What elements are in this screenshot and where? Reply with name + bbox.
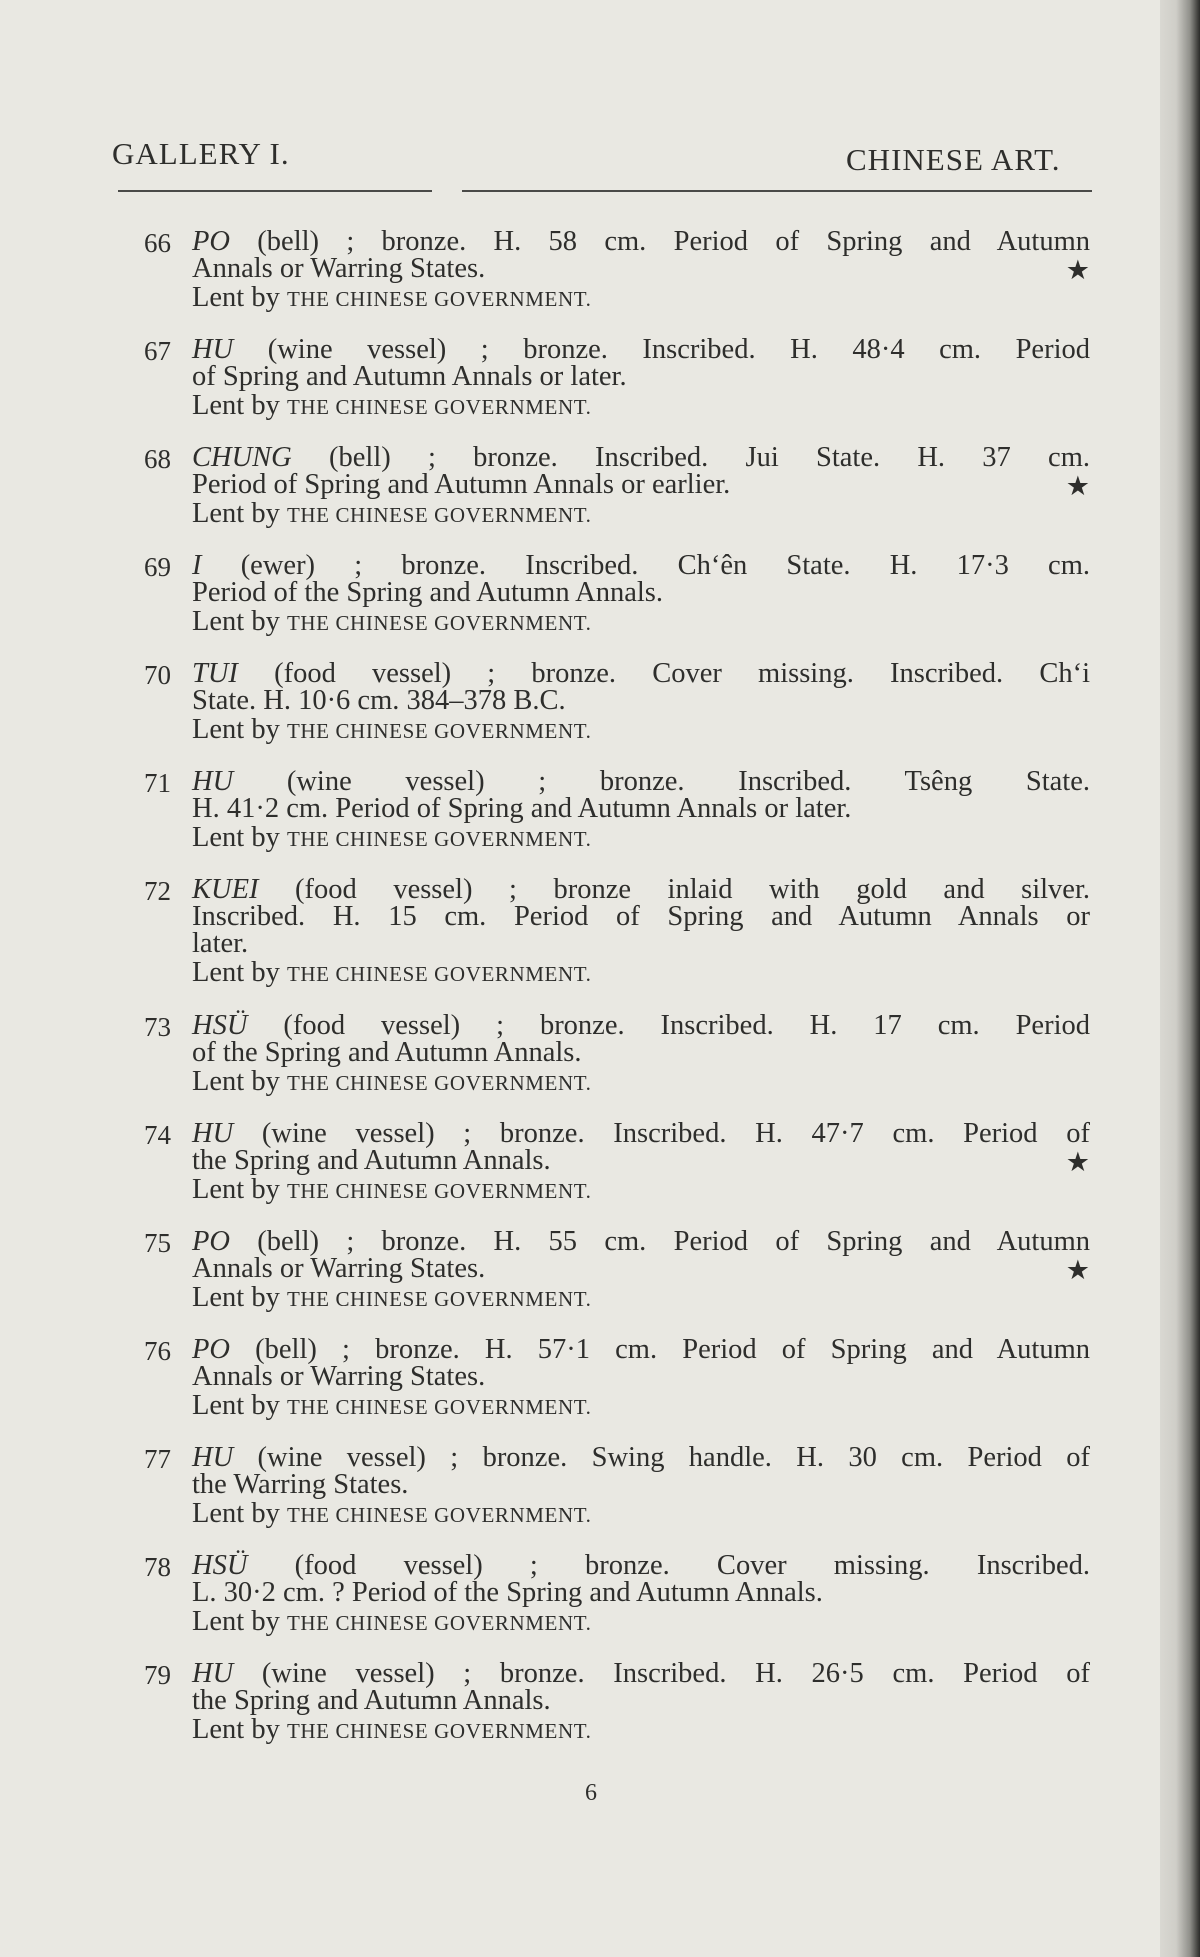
entry-description: the Spring and Autumn Annals.: [192, 1145, 551, 1176]
entry-line: [192, 903, 1090, 930]
entry-description: Annals or Warring States.: [192, 253, 486, 284]
entry-line: [192, 228, 1090, 255]
entry-description: H. 41·2 cm. Period of Spring and Autumn Annals or later.: [192, 793, 852, 824]
entry-description: later.: [192, 928, 249, 959]
running-head-right: CHINESE ART.: [846, 142, 1061, 177]
entry-description: Period of Spring and Autumn Annals or earlier.: [192, 469, 731, 500]
entry-line: [192, 795, 1090, 822]
entry-line: [192, 363, 1090, 390]
star-icon: ★: [1065, 1255, 1090, 1285]
entry-line: [192, 1579, 1090, 1606]
entry-description: Inscribed. H. 15 cm. Period of Spring and Autumn Annals or: [192, 901, 1090, 932]
lender-name: THE CHINESE GOVERNMENT.: [286, 827, 592, 851]
entry-line: [192, 1660, 1090, 1687]
entry-text: [192, 552, 1090, 635]
entry-text: [192, 228, 1090, 311]
lender-name: THE CHINESE GOVERNMENT.: [286, 1611, 592, 1635]
entry-line: [192, 930, 1090, 957]
lent-by-label: Lent by: [192, 498, 280, 529]
lender-line: [192, 824, 1090, 851]
entry-line: [192, 687, 1090, 714]
entry-number: 67: [144, 336, 171, 366]
lent-by-label: Lent by: [192, 282, 280, 313]
entry-line: [192, 444, 1090, 471]
lent-by-label: Lent by: [192, 606, 280, 637]
entry-line: [192, 1120, 1090, 1147]
lender-name: THE CHINESE GOVERNMENT.: [286, 719, 592, 743]
object-name: HU: [192, 1118, 234, 1149]
entry-description: (food vessel) ; bronze. Cover missing. Inscribed.: [247, 1550, 1090, 1581]
lender-line: [192, 1608, 1090, 1635]
entry-description: (bell) ; bronze. Inscribed. Jui State. H. 37 cm.: [291, 442, 1090, 473]
entry-description: (wine vessel) ; bronze. Inscribed. H. 47·7 cm. Period of: [233, 1118, 1090, 1149]
running-head-left: GALLERY I.: [112, 136, 290, 171]
entry-description: (wine vessel) ; bronze. Swing handle. H. 30 cm. Period of: [233, 1442, 1090, 1473]
entry-description: of the Spring and Autumn Annals.: [192, 1037, 582, 1068]
lent-by-label: Lent by: [192, 822, 280, 853]
object-name: TUI: [192, 658, 238, 689]
object-name: HU: [192, 1442, 234, 1473]
lender-line: [192, 608, 1090, 635]
entry-description: (wine vessel) ; bronze. Inscribed. H. 26·5 cm. Period of: [233, 1658, 1090, 1689]
lender-name: THE CHINESE GOVERNMENT.: [286, 1503, 592, 1527]
entry-text: [192, 1336, 1090, 1419]
entry-number: 77: [144, 1444, 171, 1474]
entry-line: [192, 579, 1090, 606]
entry-text: [192, 876, 1090, 986]
object-name: PO: [192, 226, 230, 257]
entry-text: [192, 1012, 1090, 1095]
entry-description: State. H. 10·6 cm. 384–378 B.C.: [192, 685, 566, 716]
entry-line: [192, 1444, 1090, 1471]
entry-description: (food vessel) ; bronze. Cover missing. Inscribed. Ch‘i: [237, 658, 1090, 689]
entry-line: [192, 1039, 1090, 1066]
lender-name: THE CHINESE GOVERNMENT.: [286, 962, 592, 986]
entry-text: [192, 660, 1090, 743]
lender-line: [192, 1392, 1090, 1419]
entry-number: 76: [144, 1336, 171, 1366]
object-name: PO: [192, 1226, 230, 1257]
entry-description: the Spring and Autumn Annals.: [192, 1685, 551, 1716]
lender-line: [192, 1068, 1090, 1095]
entry-line: [192, 336, 1090, 363]
entry-text: [192, 1660, 1090, 1743]
entry-line: [192, 1471, 1090, 1498]
entry-text: [192, 768, 1090, 851]
entry-description: Period of the Spring and Autumn Annals.: [192, 577, 664, 608]
lent-by-label: Lent by: [192, 1390, 280, 1421]
star-icon: ★: [1065, 471, 1090, 501]
entry-line: [192, 1012, 1090, 1039]
entry-line: [192, 1255, 1090, 1282]
entry-description: (wine vessel) ; bronze. Inscribed. Tsêng State.: [233, 766, 1090, 797]
star-icon: ★: [1065, 255, 1090, 285]
entry-number: 79: [144, 1660, 171, 1690]
lent-by-label: Lent by: [192, 390, 280, 421]
entry-number: 70: [144, 660, 171, 690]
entry-line: [192, 876, 1090, 903]
lender-name: THE CHINESE GOVERNMENT.: [286, 611, 592, 635]
entry-line: [192, 255, 1090, 282]
lender-name: THE CHINESE GOVERNMENT.: [286, 1395, 592, 1419]
lender-name: THE CHINESE GOVERNMENT.: [286, 503, 592, 527]
entry-text: [192, 444, 1090, 527]
entry-number: 73: [144, 1012, 171, 1042]
entry-number: 69: [144, 552, 171, 582]
entry-line: [192, 1363, 1090, 1390]
lender-line: [192, 392, 1090, 419]
page-number: 6: [585, 1780, 597, 1806]
book-edge: [1160, 0, 1200, 1957]
entry-line: [192, 471, 1090, 498]
lender-line: [192, 1716, 1090, 1743]
entry-description: the Warring States.: [192, 1469, 409, 1500]
lender-name: THE CHINESE GOVERNMENT.: [286, 1287, 592, 1311]
entry-line: [192, 1687, 1090, 1714]
header-rule-right: [462, 190, 1092, 192]
entry-description: (bell) ; bronze. H. 57·1 cm. Period of Spring and Autumn: [230, 1334, 1090, 1365]
entry-description: Annals or Warring States.: [192, 1253, 486, 1284]
object-name: HU: [192, 766, 234, 797]
lender-name: THE CHINESE GOVERNMENT.: [286, 395, 592, 419]
entry-line: [192, 1552, 1090, 1579]
entry-line: [192, 1147, 1090, 1174]
entry-line: [192, 660, 1090, 687]
entry-description: Annals or Warring States.: [192, 1361, 486, 1392]
lender-line: [192, 1176, 1090, 1203]
entry-line: [192, 1336, 1090, 1363]
lender-line: [192, 284, 1090, 311]
entry-number: 75: [144, 1228, 171, 1258]
entry-description: (food vessel) ; bronze. Inscribed. H. 17 cm. Period: [247, 1010, 1090, 1041]
lender-line: [192, 959, 1090, 986]
entry-description: (bell) ; bronze. H. 55 cm. Period of Spring and Autumn: [230, 1226, 1090, 1257]
lent-by-label: Lent by: [192, 1174, 280, 1205]
lender-name: THE CHINESE GOVERNMENT.: [286, 1071, 592, 1095]
entry-line: [192, 1228, 1090, 1255]
lender-name: THE CHINESE GOVERNMENT.: [286, 287, 592, 311]
object-name: PO: [192, 1334, 230, 1365]
object-name: KUEI: [192, 874, 259, 905]
object-name: I: [192, 550, 202, 581]
lender-line: [192, 1284, 1090, 1311]
lent-by-label: Lent by: [192, 1066, 280, 1097]
entry-description: of Spring and Autumn Annals or later.: [192, 361, 627, 392]
entry-description: (bell) ; bronze. H. 58 cm. Period of Spring and Autumn: [230, 226, 1090, 257]
entry-text: [192, 336, 1090, 419]
entry-text: [192, 1228, 1090, 1311]
entry-description: (wine vessel) ; bronze. Inscribed. H. 48·4 cm. Period: [233, 334, 1090, 365]
lender-line: [192, 716, 1090, 743]
lent-by-label: Lent by: [192, 1282, 280, 1313]
entry-number: 68: [144, 444, 171, 474]
object-name: CHUNG: [192, 442, 292, 473]
header-rule-left: [118, 190, 432, 192]
lender-name: THE CHINESE GOVERNMENT.: [286, 1719, 592, 1743]
entry-description: L. 30·2 cm. ? Period of the Spring and Autumn Annals.: [192, 1577, 823, 1608]
object-name: HU: [192, 1658, 234, 1689]
lent-by-label: Lent by: [192, 1714, 280, 1745]
lent-by-label: Lent by: [192, 1498, 280, 1529]
entry-description: (food vessel) ; bronze inlaid with gold and silver.: [258, 874, 1090, 905]
object-name: HSÜ: [192, 1550, 248, 1581]
entry-line: [192, 552, 1090, 579]
entry-text: [192, 1552, 1090, 1635]
star-icon: ★: [1065, 1147, 1090, 1177]
object-name: HSÜ: [192, 1010, 248, 1041]
lender-name: THE CHINESE GOVERNMENT.: [286, 1179, 592, 1203]
entry-line: [192, 768, 1090, 795]
entry-number: 72: [144, 876, 171, 906]
entry-text: [192, 1120, 1090, 1203]
lent-by-label: Lent by: [192, 714, 280, 745]
lender-line: [192, 500, 1090, 527]
lent-by-label: Lent by: [192, 957, 280, 988]
entry-number: 71: [144, 768, 171, 798]
entry-number: 78: [144, 1552, 171, 1582]
entry-number: 74: [144, 1120, 171, 1150]
entry-description: (ewer) ; bronze. Inscribed. Ch‘ên State. H. 17·3 cm.: [201, 550, 1090, 581]
entry-text: [192, 1444, 1090, 1527]
lent-by-label: Lent by: [192, 1606, 280, 1637]
lender-line: [192, 1500, 1090, 1527]
entry-number: 66: [144, 228, 171, 258]
object-name: HU: [192, 334, 234, 365]
